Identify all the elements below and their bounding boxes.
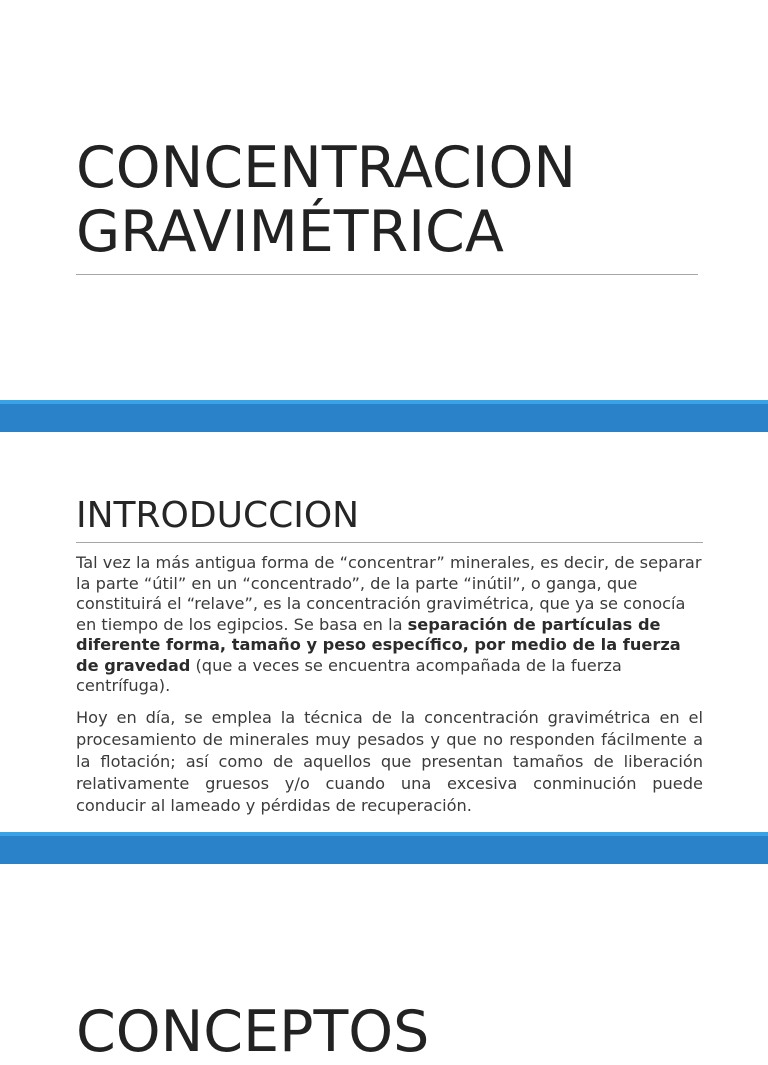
slide-title-line-2: GRAVIMÉTRICA (76, 199, 504, 265)
slide-separator (0, 400, 768, 432)
slide-separator (0, 832, 768, 864)
paragraph-1-lead: Tal vez la más antigua forma de “concentrar” minerales, es decir, de separar la parte “útil” en un “concentrado”, de la parte “inútil”, o ganga, que constituirá el “relave”, es la concentración gravimétrica, que ya se conocía en tiempo de los egipcios. Se basa en la (76, 553, 702, 634)
intro-slide (0, 432, 768, 832)
slide-title-line-1: CONCENTRACION (76, 135, 576, 201)
slide-title: CONCEPTOS (76, 999, 430, 1065)
title-divider (76, 274, 698, 275)
paragraph-1-tail: (que a veces se encuentra acompañada de la fuerza centrífuga). (76, 655, 622, 695)
intro-paragraph-2: Hoy en día, se emplea la técnica de la concentración gravimétrica en el procesamiento de minerales muy pesados y que no responden fácilmente a la flotación; así como de aquellos que presentan tamaños de liberación relativamente gruesos y/o cuando una excesiva conminución puede conducir al lameado y pérdidas de recuperación. (76, 707, 703, 815)
intro-body (76, 553, 703, 817)
title-slide (0, 0, 768, 400)
paragraph-1-emphasis: separación de partículas de diferente forma, tamaño y peso específico, por medio de la fuerza de gravedad (76, 614, 681, 675)
section-heading: INTRODUCCION (76, 495, 360, 536)
slide-title (76, 136, 716, 264)
intro-paragraph-1 (76, 553, 703, 697)
heading-divider (76, 542, 703, 543)
concepts-slide (0, 864, 768, 1065)
